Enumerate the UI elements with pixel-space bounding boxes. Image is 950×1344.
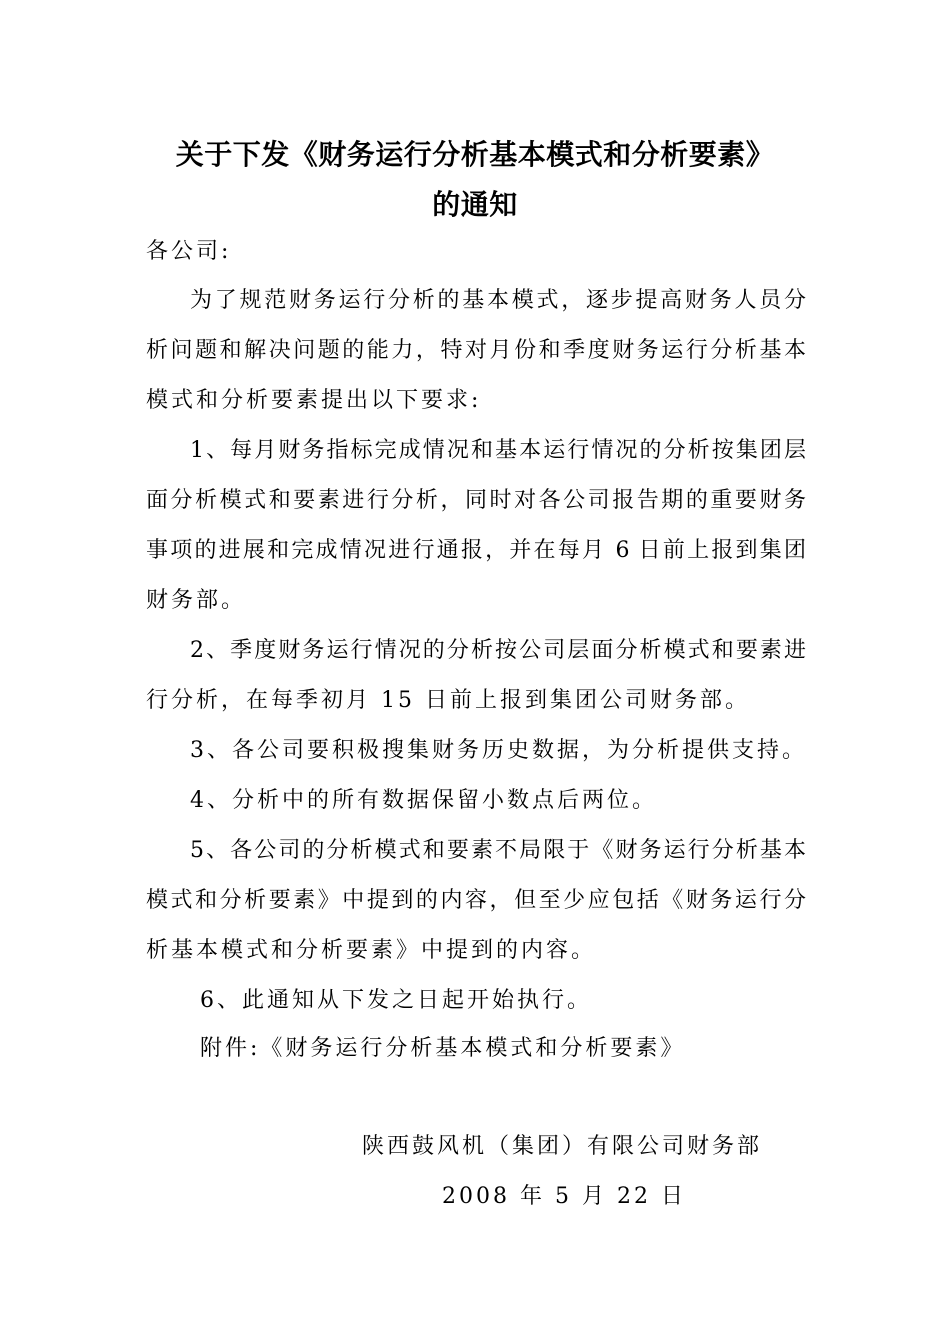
item-1-line-3: 事项的进展和完成情况进行通报，并在每月 6 日前上报到集团 (146, 538, 806, 563)
intro-line-1: 为了规范财务运行分析的基本模式，逐步提高财务人员分 (190, 288, 806, 313)
item-5-line-2: 模式和分析要素》中提到的内容，但至少应包括《财务运行分 (146, 888, 806, 913)
item-2-line-1: 2、季度财务运行情况的分析按公司层面分析模式和要素进 (190, 638, 806, 663)
salutation: 各公司: (146, 239, 232, 264)
signature-date: 2008 年 5 月 22 日 (442, 1184, 686, 1209)
item-3: 3、各公司要积极搜集财务历史数据，为分析提供支持。 (190, 738, 807, 763)
item-1-line-4: 财务部。 (146, 588, 247, 613)
item-5-line-3: 析基本模式和分析要素》中提到的内容。 (146, 938, 597, 963)
document-title-line-1: 关于下发《财务运行分析基本模式和分析要素》 (175, 138, 775, 171)
signature-organization: 陕西鼓风机（集团）有限公司财务部 (362, 1134, 763, 1159)
intro-line-3: 模式和分析要素提出以下要求: (146, 388, 482, 413)
document-title-line-2: 的通知 (432, 188, 518, 221)
item-1-line-1: 1、每月财务指标完成情况和基本运行情况的分析按集团层 (190, 438, 806, 463)
item-2-line-2: 行分析，在每季初月 15 日前上报到集团公司财务部。 (146, 688, 750, 713)
intro-line-2: 析问题和解决问题的能力，特对月份和季度财务运行分析基本 (146, 338, 806, 363)
item-4: 4、分析中的所有数据保留小数点后两位。 (190, 788, 657, 813)
item-6: 6、此通知从下发之日起开始执行。 (200, 988, 592, 1013)
item-5-line-1: 5、各公司的分析模式和要素不局限于《财务运行分析基本 (190, 838, 806, 863)
item-1-line-2: 面分析模式和要素进行分析，同时对各公司报告期的重要财务 (146, 488, 806, 513)
attachment-line: 附件:《财务运行分析基本模式和分析要素》 (200, 1036, 686, 1061)
